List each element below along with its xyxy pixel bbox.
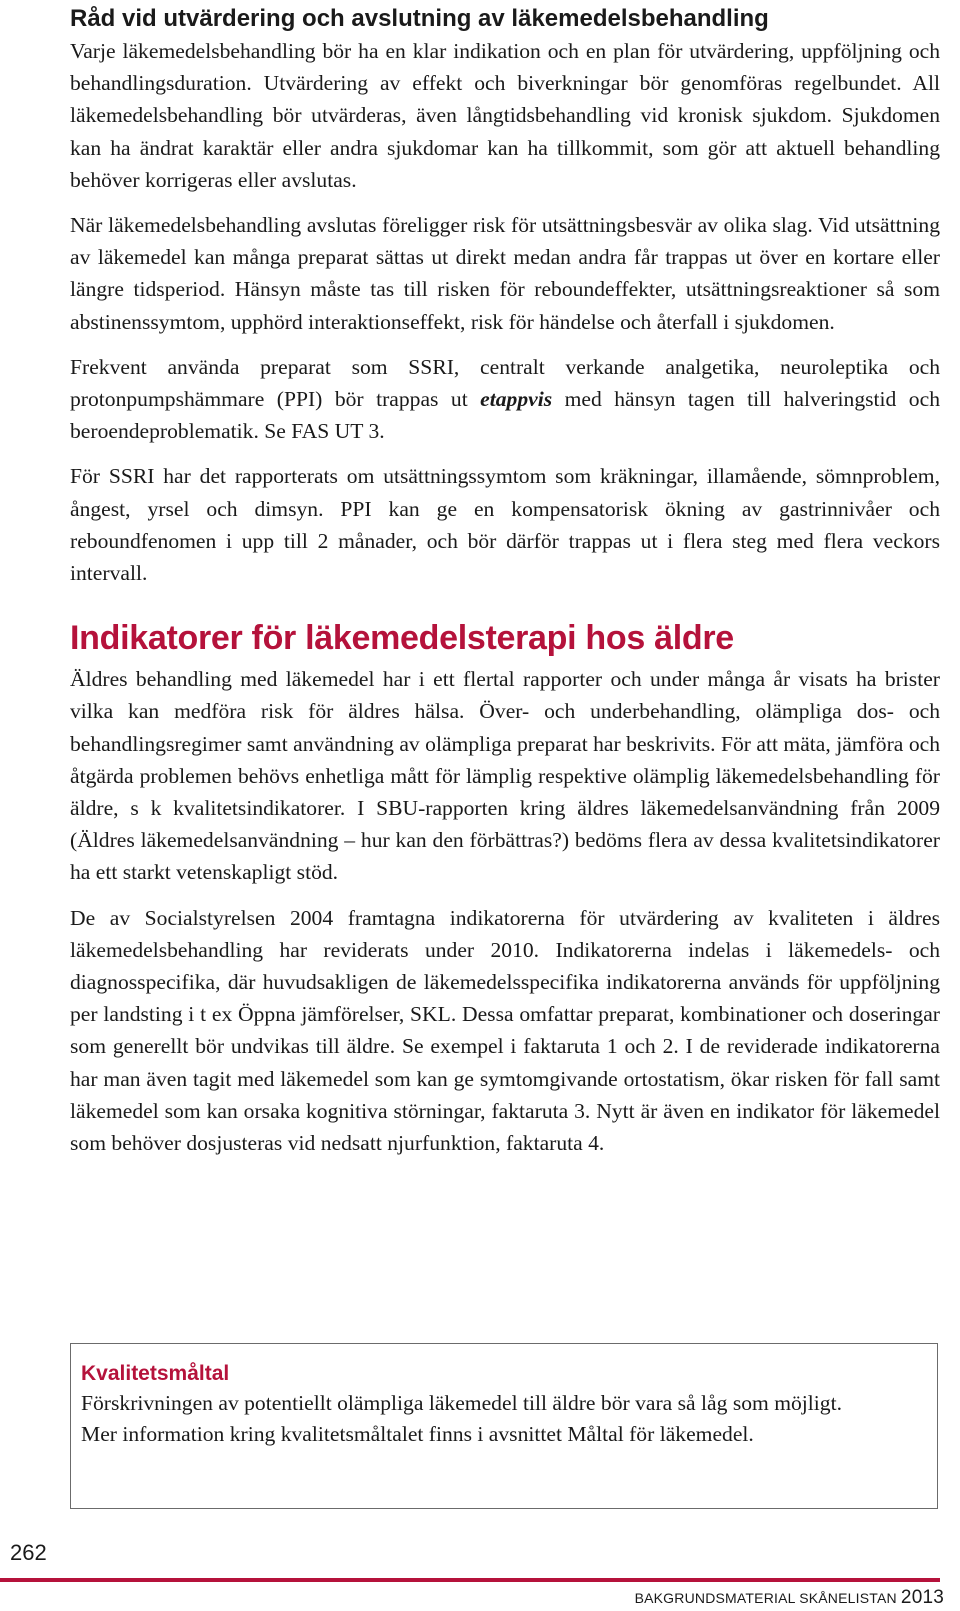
footer-year: 2013 — [900, 1587, 944, 1608]
text-segment: med hänsyn tagen till halveringstid och beroendeproblematik. Se FAS UT 3. — [70, 387, 940, 444]
paragraph-evaluation-plan: Varje läkemedelsbehandling bör ha en klar indikation och en plan för utvärdering, uppföljning och behandlingsduration. Utvärdering av effekt och biverkningar bör genomföras regelbundet. All läkemedelsbehandling bör utvärderas, även långtidsbehandling vid kronisk sjukdom. Sjukdomen kan ha ändrat karaktär eller andra sjukdomar kan ha tillkommit, som gör att aktuell behandling behöver korrigeras eller avslutas. — [70, 39, 940, 192]
quality-target-box — [70, 1343, 938, 1509]
section-heading-indicators: Indikatorer för läkemedelsterapi hos äldre — [70, 619, 734, 658]
paragraph-taper-drugs — [70, 351, 940, 448]
footer-publication — [635, 1587, 944, 1609]
main-content — [70, 3, 940, 1172]
box-text-line: Mer information kring kvalitetsmåltalet finns i avsnittet Måltal för läkemedel. — [81, 1422, 754, 1446]
paragraph-socialstyrelsen-indicators: De av Socialstyrelsen 2004 framtagna indikatorerna för utvärdering av kvaliteten i äldres läkemedelsbehandling har reviderats under 2010. Indikatorerna indelas i läkemedels- och diagnosspecifika, där huvudsakligen de läkemedelsspecifika indikatorerna används för uppföljning per landsting i t ex Öppna jämförelser, SKL. Dessa omfattar preparat, kombinationer och doseringar som generellt bör undvikas till äldre. Se exempel i faktaruta 1 och 2. I de reviderade indikatorerna har man även tagit med läkemedel som kan ge symtomgivande ortostatism, ökar risken för fall samt läkemedel som kan orsaka kognitiva störningar, faktaruta 3. Nytt är även en indikator för läkemedel som behöver dosjusteras vid nedsatt njurfunktion, faktaruta 4. — [70, 905, 940, 1156]
paragraph-withdrawal-risks: När läkemedelsbehandling avslutas föreligger risk för utsättningsbesvär av olika slag. Vid utsättning av läkemedel kan många preparat sättas ut direkt medan andra får trappas ut över en kortare eller längre tidsperiod. Hänsyn måste tas till risken för reboundeffekter, utsättningsreaktioner så som abstinenssymtom, upphörd interaktionseffekt, risk för händelse och återfall i sjukdomen. — [70, 213, 940, 334]
paragraph-elderly-treatment: Äldres behandling med läkemedel har i ett flertal rapporter och under många år visats ha brister vilka kan medföra risk för äldres hälsa. Över- och underbehandling, olämpliga dos- och behandlingsregimer samt användning av olämpliga preparat har beskrivits. För att mäta, jämföra och åtgärda problemen behövs enhetliga mått för lämplig respektive olämplig läkemedelsbehandling för äldre, s k kvalitetsindikatorer. I SBU-rapporten kring äldres läkemedelsanvändning från 2009 (Äldres läkemedelsanvändning – hur kan den förbättras?) bedöms flera av dessa kvalitetsindikatorer ha ett starkt vetenskapligt stöd. — [70, 667, 940, 885]
emphasis-etappvis: etappvis — [480, 387, 553, 412]
page-number: 262 — [10, 1540, 47, 1565]
box-text-line: Förskrivningen av potentiellt olämpliga läkemedel till äldre bör vara så låg som möjligt. — [81, 1391, 843, 1415]
section-heading-evaluation: Råd vid utvärdering och avslutning av läkemedelsbehandling — [70, 5, 769, 32]
box-title: Kvalitetsmåltal — [81, 1362, 230, 1385]
text-segment: Frekvent använda preparat som SSRI, centralt verkande analgetika, neuroleptika och protonpumpshämmare (PPI) bör trappas ut — [70, 354, 940, 412]
paragraph-ssri-ppi: För SSRI har det rapporterats om utsättningssymtom som kräkningar, illamående, sömnproblem, ångest, yrsel och dimsyn. PPI kan ge en kompensatorisk ökning av gastrinnivåer och reboundfenomen i upp till 2 månader, och bör därför trappas ut i flera steg med flera veckors intervall. — [70, 464, 940, 586]
footer-publication-title: BAKGRUNDSMATERIAL SKÅNELISTAN — [634, 1590, 897, 1606]
footer-rule — [0, 1578, 940, 1582]
